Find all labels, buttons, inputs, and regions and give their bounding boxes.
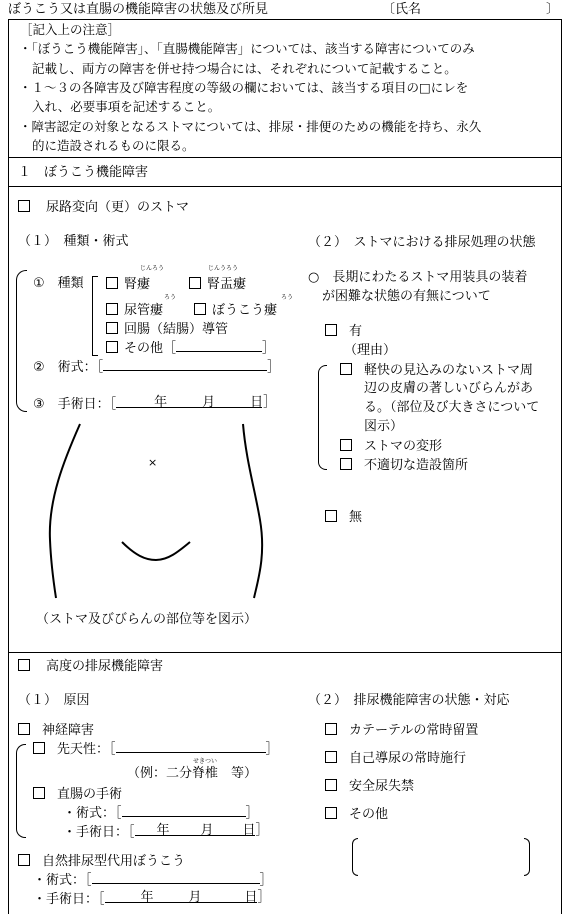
rectal-date-label: ・手術日：［ <box>63 825 135 840</box>
state-title: （２） 排尿機能障害の状態・対応 <box>308 693 510 708</box>
procedure-label: ② 術式：［ <box>33 360 104 375</box>
cause-title: （１） 原因 <box>18 693 90 708</box>
option-incontinence[interactable] <box>325 779 414 793</box>
note-2-line2: 入れ、必要事項を記述すること。 <box>32 99 221 114</box>
option-kidney-stoma[interactable] <box>106 277 150 291</box>
surgery-date-row <box>33 395 277 412</box>
urinary-stoma-checkbox[interactable] <box>18 200 30 212</box>
section-2-title: 高度の排尿機能障害 <box>46 659 164 674</box>
rectal-date-row <box>63 823 269 840</box>
severe-urinary-checkbox[interactable] <box>18 659 30 671</box>
pelvis-stoma-label: 腎盂瘻 <box>207 277 247 292</box>
question-line2: が困難な状態の有無について <box>322 289 491 304</box>
nb-procedure-input[interactable] <box>92 873 260 884</box>
option-congenital[interactable] <box>33 742 279 756</box>
year-label: 年 <box>140 890 154 905</box>
note-1-line1: ・「ぼうこう機能障害」、「直腸機能障害」については、該当する障害についてのみ <box>19 41 475 56</box>
nb-procedure-row <box>33 873 273 887</box>
skin-erosion-line2: 辺の皮膚の著しいびらんがあ <box>364 381 534 396</box>
rectal-procedure-label: ・術式：［ <box>63 806 122 821</box>
skin-erosion-line4: 図示） <box>364 419 404 434</box>
procedure-row <box>33 360 280 374</box>
option-bladder-stoma[interactable] <box>194 303 277 317</box>
skin-erosion-line1: 軽快の見込みのないストマ周 <box>364 363 534 378</box>
catheter-label: カテーテルの常時留置 <box>349 723 479 738</box>
bracket-right <box>524 838 530 876</box>
option-yes[interactable] <box>325 324 362 338</box>
rectal-procedure-input[interactable] <box>122 806 246 817</box>
pelvis-stoma-checkbox[interactable] <box>189 277 201 289</box>
rectal-surgery-checkbox[interactable] <box>33 787 45 799</box>
bracket-left <box>352 838 358 876</box>
natural-bladder-label: 自然排尿型代用ぼうこう <box>42 854 186 869</box>
state-other-label: その他 <box>349 807 389 822</box>
urinary-stoma-option[interactable] <box>18 200 189 214</box>
name-field-close: 〕 <box>546 2 560 17</box>
rectal-date-input[interactable] <box>135 823 269 838</box>
self-catheterization-label: 自己導尿の常時施行 <box>349 751 467 766</box>
congenital-close: ］ <box>265 742 279 757</box>
nb-date-input[interactable] <box>105 890 271 905</box>
option-ileal-conduit[interactable] <box>106 322 228 336</box>
bladder-stoma-checkbox[interactable] <box>194 303 206 315</box>
no-label: 無 <box>349 510 363 525</box>
option-self-catheterization[interactable] <box>325 751 466 765</box>
option-no[interactable] <box>325 510 362 524</box>
state-other-checkbox[interactable] <box>325 807 337 819</box>
urinary-stoma-label: 尿路変向（更）のストマ <box>46 200 190 215</box>
state-other-input[interactable] <box>352 838 530 874</box>
month-label: 月 <box>202 395 216 410</box>
skin-erosion-line3: る。（部位及び大きさについて <box>364 400 540 415</box>
yes-checkbox[interactable] <box>325 324 337 336</box>
skin-erosion-checkbox[interactable] <box>340 363 352 375</box>
day-label: 日］ <box>244 890 271 905</box>
kidney-stoma-label: 腎瘻 <box>124 277 151 292</box>
stoma-deformation-label: ストマの変形 <box>364 439 443 454</box>
question-line1: ○ 長期にわたるストマ用装具の装着 <box>308 270 528 285</box>
ruby-jinuro: じんうろう <box>208 265 239 272</box>
option-state-other[interactable] <box>325 807 388 821</box>
sub2-title: （２） ストマにおける排尿処理の状態 <box>308 235 536 250</box>
improper-site-checkbox[interactable] <box>340 458 352 470</box>
divider <box>8 186 561 187</box>
nb-date-row <box>33 890 271 907</box>
ruby-jinro: じんろう <box>140 265 165 272</box>
reason-skin-erosion[interactable] <box>340 363 533 377</box>
reason-stoma-deformation[interactable] <box>340 439 442 453</box>
note-2-line1: ・１～３の各障害及び障害程度の等級の欄においては、該当する項目の□にレを <box>19 80 469 95</box>
improper-site-label: 不適切な造設箇所 <box>364 458 469 473</box>
note-3-line1: ・障害認定の対象となるストマについては、排尿・排便のための機能を持ち、永久 <box>19 119 482 134</box>
neuro-brace <box>16 744 26 838</box>
procedure-input[interactable] <box>103 360 267 371</box>
month-label: 月 <box>200 823 214 838</box>
incontinence-label: 安全尿失禁 <box>349 779 415 794</box>
self-catheterization-checkbox[interactable] <box>325 751 337 763</box>
ileal-conduit-label: 回腸（結腸）導管 <box>124 322 229 337</box>
option-other[interactable] <box>106 341 275 355</box>
diagram-caption: （ストマ及びびらんの部位等を図示） <box>36 612 258 627</box>
no-checkbox[interactable] <box>325 510 337 522</box>
option-neuro[interactable] <box>18 723 94 737</box>
bladder-stoma-label: ぼうこう瘻 <box>212 303 278 318</box>
kidney-stoma-checkbox[interactable] <box>106 277 118 289</box>
nb-procedure-label: ・術式：［ <box>33 873 92 888</box>
navel-mark: × <box>148 456 158 469</box>
catheter-checkbox[interactable] <box>325 723 337 735</box>
note-3-line2: 的に造設されるものに限る。 <box>32 138 195 153</box>
reason-improper-site[interactable] <box>340 458 468 472</box>
section-1-title: １ ぼうこう機能障害 <box>18 165 149 180</box>
other-checkbox[interactable] <box>106 341 118 353</box>
notes-heading: ［記入上の注意］ <box>20 22 121 37</box>
other-input[interactable] <box>176 341 262 352</box>
name-label: 〔氏名 <box>382 2 422 17</box>
surgery-date-label: ③ 手術日：［ <box>33 397 117 412</box>
natural-bladder-checkbox[interactable] <box>18 854 30 866</box>
type-label: ① 種類 <box>33 276 84 291</box>
document-title: ぼうこう又は直腸の機能障害の状態及び所見 <box>8 2 269 17</box>
nb-date-label: ・手術日：［ <box>33 892 105 907</box>
year-label: 年 <box>156 823 170 838</box>
ureter-stoma-checkbox[interactable] <box>106 303 118 315</box>
yes-label: 有 <box>349 324 363 339</box>
neuro-label: 神経障害 <box>42 723 95 738</box>
abdomen-diagram[interactable] <box>40 420 280 610</box>
congenital-label: 先天性：［ <box>57 742 116 757</box>
ruby-ro: ろう <box>164 294 177 301</box>
month-label: 月 <box>188 890 202 905</box>
left-brace <box>16 270 27 412</box>
congenital-checkbox[interactable] <box>33 742 45 754</box>
reason-brace <box>318 365 327 470</box>
day-label: 日］ <box>250 395 277 410</box>
year-label: 年 <box>154 395 168 410</box>
stoma-deformation-checkbox[interactable] <box>340 439 352 451</box>
other-close: ］ <box>262 341 276 356</box>
severe-urinary-option[interactable] <box>18 659 163 673</box>
name-field[interactable] <box>420 1 544 17</box>
ileal-conduit-checkbox[interactable] <box>106 322 118 334</box>
day-label: 日］ <box>242 823 269 838</box>
rectal-procedure-close: ］ <box>245 806 259 821</box>
ruby-ro: ろう <box>281 294 294 301</box>
note-1-line2: 記載し、両方の障害を併せ持つ場合には、それぞれについて記載すること。 <box>32 61 457 76</box>
divider <box>8 652 561 653</box>
option-pelvis-stoma[interactable] <box>189 277 246 291</box>
reason-label: （理由） <box>344 343 397 358</box>
option-catheter[interactable] <box>325 723 478 737</box>
ruby-sekitsui: せきつい <box>193 758 218 765</box>
example-text: （例：二分脊椎 等） <box>127 766 258 781</box>
other-label: その他［ <box>124 341 177 356</box>
surgery-date-input[interactable] <box>116 395 277 410</box>
ureter-stoma-label: 尿管瘻 <box>124 303 164 318</box>
option-rectal-surgery[interactable] <box>33 787 122 801</box>
type-bracket <box>92 276 98 356</box>
congenital-input[interactable] <box>116 742 266 753</box>
procedure-close: ］ <box>267 360 281 375</box>
nb-procedure-close: ］ <box>259 873 273 888</box>
option-ureter-stoma[interactable] <box>106 303 163 317</box>
incontinence-checkbox[interactable] <box>325 779 337 791</box>
rectal-surgery-label: 直腸の手術 <box>57 787 123 802</box>
rectal-procedure-row <box>63 806 259 820</box>
sub1-title: （１） 種類・術式 <box>18 234 129 249</box>
option-natural-bladder[interactable] <box>18 854 185 868</box>
neuro-checkbox[interactable] <box>18 723 30 735</box>
divider <box>8 157 561 158</box>
